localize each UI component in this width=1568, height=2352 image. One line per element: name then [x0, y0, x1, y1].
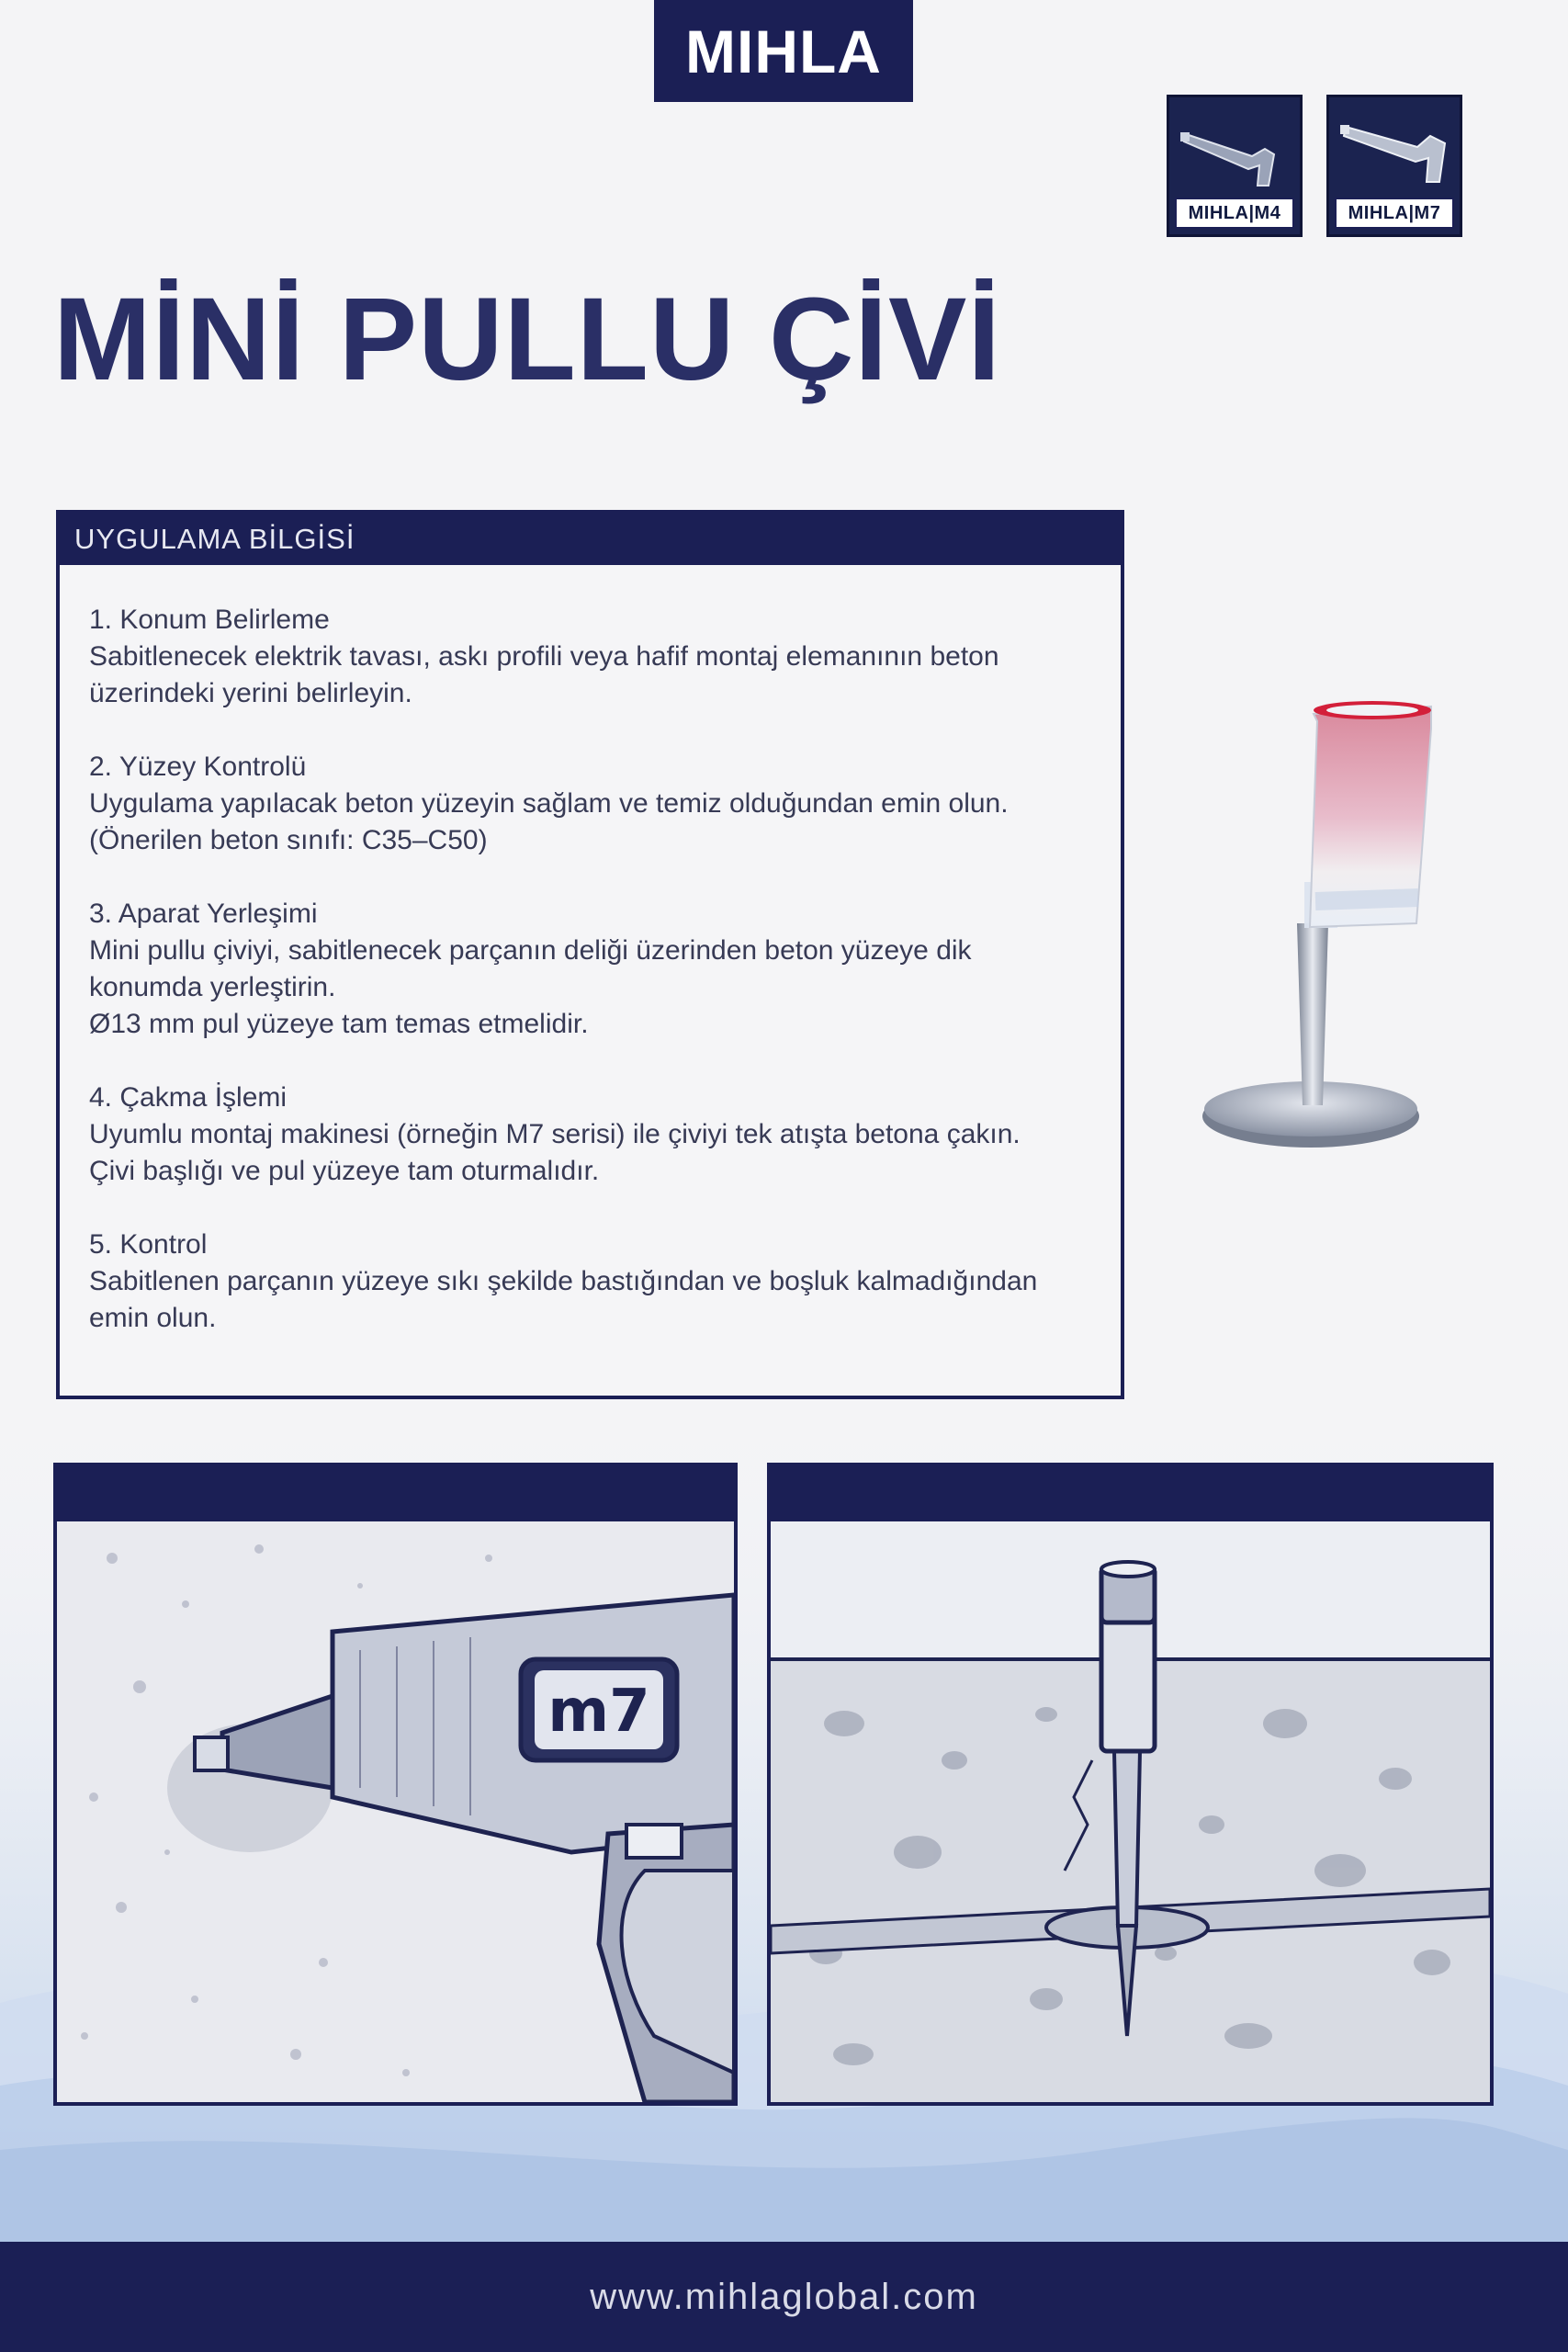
nail-gun-illustration — [57, 1521, 734, 2102]
badge-m4 — [1167, 95, 1303, 237]
info-step — [89, 1080, 1121, 1190]
step-heading: 5. Kontrol — [89, 1229, 208, 1260]
brand-logo — [654, 0, 913, 102]
info-step — [89, 602, 1121, 712]
step-text: Çivi başlığı ve pul yüzeye tam oturmalıdır. — [89, 1156, 600, 1186]
step-text: üzerindeki yerini belirleyin. — [89, 678, 412, 708]
step-text: Sabitlenen parçanın yüzeye sıkı şekilde bastığından ve boşluk kalmadığından — [89, 1266, 1038, 1296]
badge-m4-label: MIHLA|M4 — [1175, 198, 1294, 229]
panel-band — [771, 1466, 1490, 1521]
step-heading: 3. Aparat Yerleşimi — [89, 899, 318, 929]
page-title: MİNİ PULLU ÇİVİ — [53, 274, 1001, 405]
application-info-box — [56, 510, 1124, 1399]
step-text: emin olun. — [89, 1303, 217, 1333]
nail-in-concrete-illustration — [771, 1521, 1490, 2102]
step-text: konumda yerleştirin. — [89, 972, 336, 1002]
badge-m7 — [1326, 95, 1462, 237]
website-link[interactable]: www.mihlaglobal.com — [590, 2276, 978, 2317]
step-heading: 1. Konum Belirleme — [89, 605, 330, 635]
gun-label: m7 — [547, 1678, 650, 1746]
step-text: Uyumlu montaj makinesi (örneğin M7 serisi) ile çiviyi tek atışta betona çakın. — [89, 1119, 1021, 1149]
info-steps — [60, 565, 1121, 1337]
step-text: Sabitlenecek elektrik tavası, askı profili veya hafif montaj elemanının beton — [89, 641, 999, 672]
illustration-panel-left — [53, 1463, 738, 2106]
info-step — [89, 1227, 1121, 1337]
info-step — [89, 749, 1121, 859]
nail-gun-icon — [1338, 108, 1450, 191]
mini-washer-nail-image — [1194, 694, 1461, 1176]
step-text: (Önerilen beton sınıfı: C35–C50) — [89, 825, 488, 855]
badge-m7-label: MIHLA|M7 — [1335, 198, 1454, 229]
step-text: Ø13 mm pul yüzeye tam temas etmelidir. — [89, 1009, 589, 1039]
info-step — [89, 896, 1121, 1043]
footer — [0, 2242, 1568, 2352]
step-text: Mini pullu çiviyi, sabitlenecek parçanın deliği üzerinden beton yüzeye dik — [89, 935, 972, 966]
nail-gun-icon — [1179, 108, 1291, 191]
panel-band — [57, 1466, 734, 1521]
illustration-panel-right — [767, 1463, 1494, 2106]
step-heading: 4. Çakma İşlemi — [89, 1082, 288, 1113]
step-heading: 2. Yüzey Kontrolü — [89, 752, 307, 782]
info-header: UYGULAMA BİLGİSİ — [60, 514, 1121, 565]
step-text: Uygulama yapılacak beton yüzeyin sağlam ve temiz olduğundan emin olun. — [89, 788, 1009, 819]
brand-logo-text: MIHLA — [685, 17, 882, 85]
